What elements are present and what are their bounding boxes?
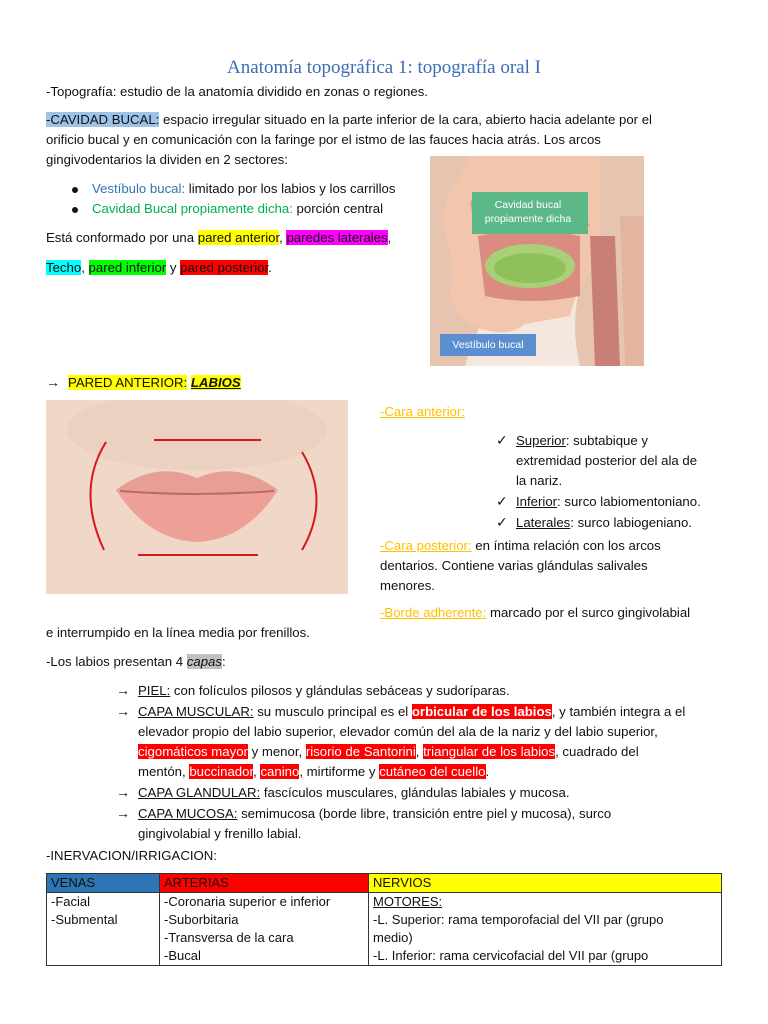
cavidad-text: espacio irregular situado en la parte inferior de la cara, abierto hacia adelante por el — [159, 112, 652, 127]
item-superior-cont2: la nariz. — [516, 473, 563, 488]
cell-arterias: -Coronaria superior e inferior -Suborbitaria -Transversa de la cara -Bucal — [160, 893, 369, 966]
capa-glandular: → CAPA GLANDULAR: fascículos musculares, glándulas labiales y mucosa. — [116, 784, 570, 800]
capa-muscular: → CAPA MUSCULAR: su musculo principal es el orbicular de los labios, y también integra a el — [116, 703, 686, 719]
check-icon: ✓ — [496, 432, 508, 448]
bullet-label: Vestíbulo bucal: — [92, 181, 186, 196]
cavidad-text-2: orificio bucal y en comunicación con la faringe por el istmo de las fauces hacia atrás. Los arcos — [46, 132, 601, 147]
cell-venas: -Facial -Submental — [47, 893, 160, 966]
cara-posterior-label: -Cara posterior: — [380, 538, 472, 553]
bullet-text: limitado por los labios y los carrillos — [185, 181, 396, 196]
check-icon: ✓ — [496, 493, 508, 509]
page-title: Anatomía topográfica 1: topografía oral I — [227, 57, 541, 78]
hl-orbicular: orbicular de los labios — [411, 704, 552, 719]
th-nervios: NERVIOS — [369, 874, 722, 893]
bullet-dot — [72, 207, 78, 213]
bullet-cavidad — [72, 199, 395, 219]
cara-anterior-list — [496, 430, 736, 533]
bullet-list — [72, 179, 395, 219]
conformado-line: Está conformado por una pared anterior, paredes laterales, — [46, 230, 392, 245]
cavidad-text-3: gingivodentarios la dividen en 2 sectores: — [46, 152, 288, 167]
hl-paredes-laterales: paredes laterales — [286, 230, 388, 245]
lips-illustration — [46, 400, 348, 594]
arrow-icon: → — [46, 374, 60, 390]
cell-nervios: MOTORES: -L. Superior: rama temporofacial del VII par (grupo medio) -L. Inferior: rama cervicofacial del VII par (grupo — [369, 893, 722, 966]
bullet-vestibulo — [72, 179, 395, 199]
capas-list — [116, 680, 736, 844]
intro-line: -Topografía: estudio de la anatomía dividido en zonas o regiones. — [46, 84, 428, 99]
capa-mucosa: → CAPA MUCOSA: semimucosa (borde libre, transición entre piel y mucosa), surco — [116, 805, 612, 821]
pared-anterior-heading — [46, 372, 241, 393]
heading-label: PARED ANTERIOR: — [68, 375, 188, 390]
borde-adherente-cont: e interrumpido en la línea media por frenillos. — [46, 625, 310, 640]
check-icon: ✓ — [496, 514, 508, 530]
th-venas: VENAS — [47, 874, 160, 893]
borde-label: -Borde adherente: — [380, 605, 487, 620]
lips-figure — [46, 400, 348, 594]
hl-pared-anterior: pared anterior — [197, 230, 280, 245]
label-vestibulo: Vestíbulo bucal — [440, 334, 536, 356]
item-laterales: ✓ Laterales: surco labiogeniano. — [496, 514, 692, 530]
bullet-dot — [72, 187, 78, 193]
capa-muscular-cont2: cigomáticos mayor y menor, risorio de Santorini, triangular de los labios, cuadrado del — [138, 744, 639, 759]
hl-pared-posterior: pared posterior — [180, 260, 269, 275]
inervacion-heading: -INERVACION/IRRIGACION: — [46, 848, 217, 863]
hl-pared-inferior: pared inferior — [88, 260, 167, 275]
heading-labios: LABIOS — [190, 375, 241, 390]
capa-muscular-cont: elevador propio del labio superior, elevador común del ala de la nariz y del labio superior, — [138, 724, 658, 739]
capa-mucosa-cont: gingivolabial y frenillo labial. — [138, 826, 302, 841]
arrow-icon: → — [116, 784, 130, 800]
paredes-line: Techo, pared inferior y pared posterior. — [46, 260, 272, 275]
label-cavidad-propiamente: Cavidad bucal propiamente dicha — [484, 199, 572, 225]
hl-techo: Techo — [46, 260, 82, 275]
arrow-icon: → — [116, 703, 130, 719]
capa-muscular-cont3: mentón, buccinador, canino, mirtiforme y cutáneo del cuello. — [138, 764, 490, 779]
cara-posterior: -Cara posterior: en íntima relación con los arcos dentarios. Contiene varias glándulas salivales menores. — [380, 538, 661, 593]
capas-intro: -Los labios presentan 4 capas: — [46, 654, 226, 669]
th-arterias: ARTERIAS — [160, 874, 369, 893]
bullet-text: porción central — [292, 201, 384, 216]
inervacion-table — [46, 873, 722, 966]
capas-word: capas — [186, 654, 222, 669]
cara-anterior-label: -Cara anterior: — [380, 404, 466, 419]
cavidad-label: -CAVIDAD BUCAL: — [46, 112, 160, 127]
item-inferior: ✓ Inferior: surco labiomentoniano. — [496, 493, 701, 509]
bullet-label: Cavidad Bucal propiamente dicha: — [92, 201, 293, 216]
arrow-icon: → — [116, 805, 130, 821]
oral-cavity-figure — [430, 156, 644, 366]
borde-adherente: -Borde adherente: marcado por el surco gingivolabial — [380, 605, 691, 620]
arrow-icon: → — [116, 682, 130, 698]
item-superior-cont: extremidad posterior del ala de — [516, 453, 698, 468]
item-superior: ✓ Superior: subtabique y — [496, 432, 648, 448]
capa-piel: → PIEL: con folículos pilosos y glándulas sebáceas y sudoríparas. — [116, 682, 510, 698]
